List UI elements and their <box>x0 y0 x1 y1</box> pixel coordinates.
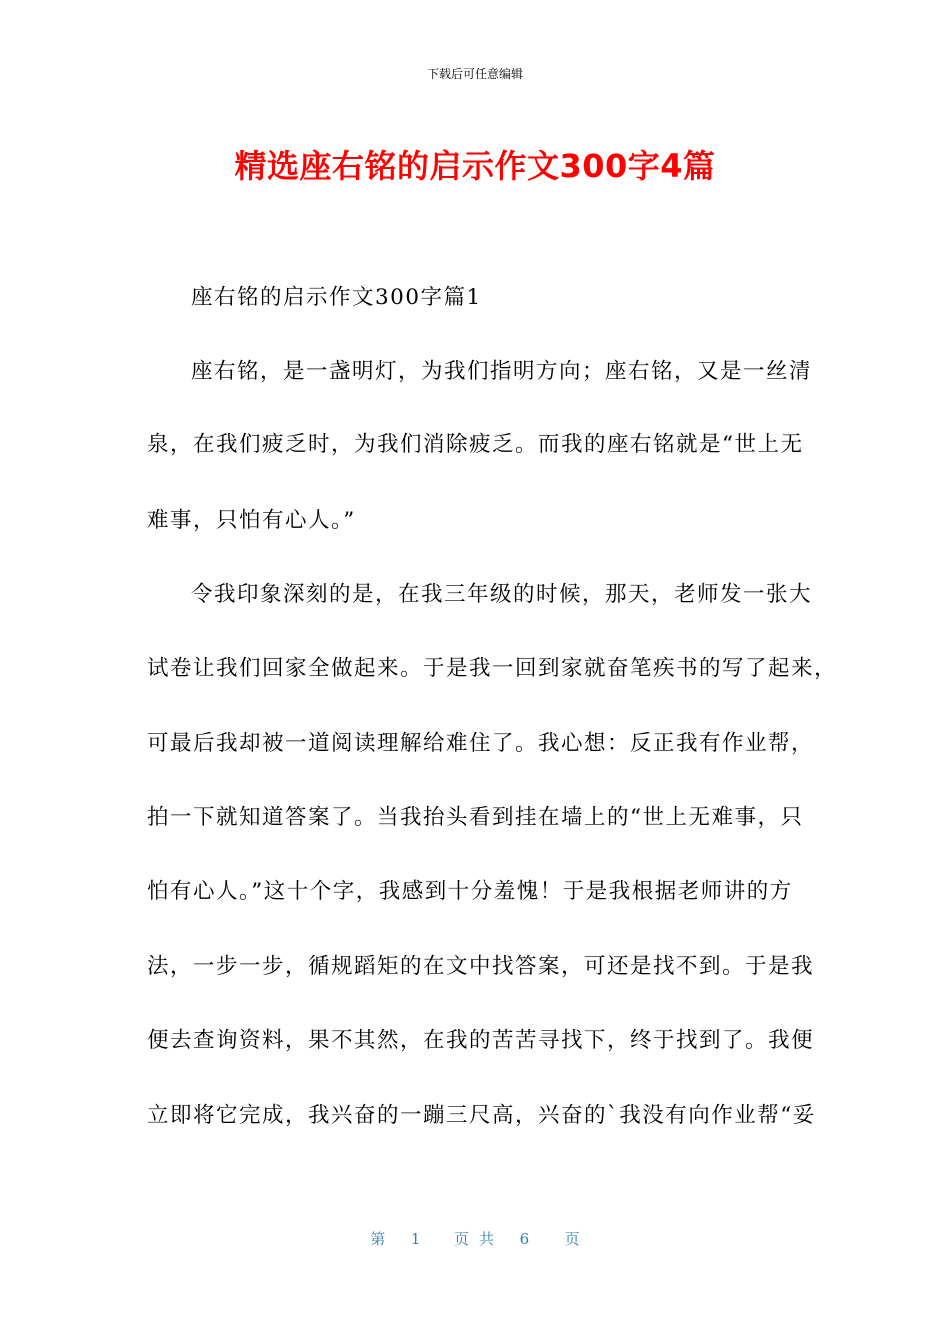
footer-suffix: 页 <box>564 1230 580 1248</box>
document-title: 精选座右铭的启示作文300字4篇 <box>234 147 716 185</box>
current-page-number: 1 <box>410 1230 421 1248</box>
paragraph-line: 便去查询资料，果不其然，在我的苦苦寻找下，终于找到了。我便 <box>147 1028 815 1053</box>
section-heading: 座右铭的启示作文300字篇1 <box>191 285 482 310</box>
paragraph-line: 座右铭，是一盏明灯，为我们指明方向；座右铭，又是一丝清 <box>191 359 813 384</box>
page-footer <box>0 1229 950 1249</box>
header-note: 下载后可任意编辑 <box>426 67 523 81</box>
paragraph-line: 难事，只怕有心人。” <box>147 508 356 533</box>
paragraph-line: 试卷让我们回家全做起来。于是我一回到家就奋笔疾书的写了起来， <box>147 656 838 681</box>
paragraph-line: 泉，在我们疲乏时，为我们消除疲乏。而我的座右铭就是“世上无 <box>147 432 804 457</box>
paragraph-line: 拍一下就知道答案了。当我抬头看到挂在墙上的“世上无难事，只 <box>147 805 804 830</box>
footer-prefix: 第 <box>370 1230 386 1248</box>
paragraph-line: 法，一步一步，循规蹈矩的在文中找答案，可还是找不到。于是我 <box>147 954 815 979</box>
footer-middle: 页共 <box>453 1230 504 1248</box>
total-pages-number: 6 <box>519 1230 530 1248</box>
paragraph-line: 令我印象深刻的是，在我三年级的时候，那天，老师发一张大 <box>191 582 813 607</box>
paragraph-line: 怕有心人。”这十个字，我感到十分羞愧！于是我根据老师讲的方 <box>147 879 793 904</box>
paragraph-line: 立即将它完成，我兴奋的一蹦三尺高，兴奋的`我没有向作业帮“妥 <box>147 1103 816 1128</box>
paragraph-line: 可最后我却被一道阅读理解给难住了。我心想：反正我有作业帮， <box>147 731 815 756</box>
